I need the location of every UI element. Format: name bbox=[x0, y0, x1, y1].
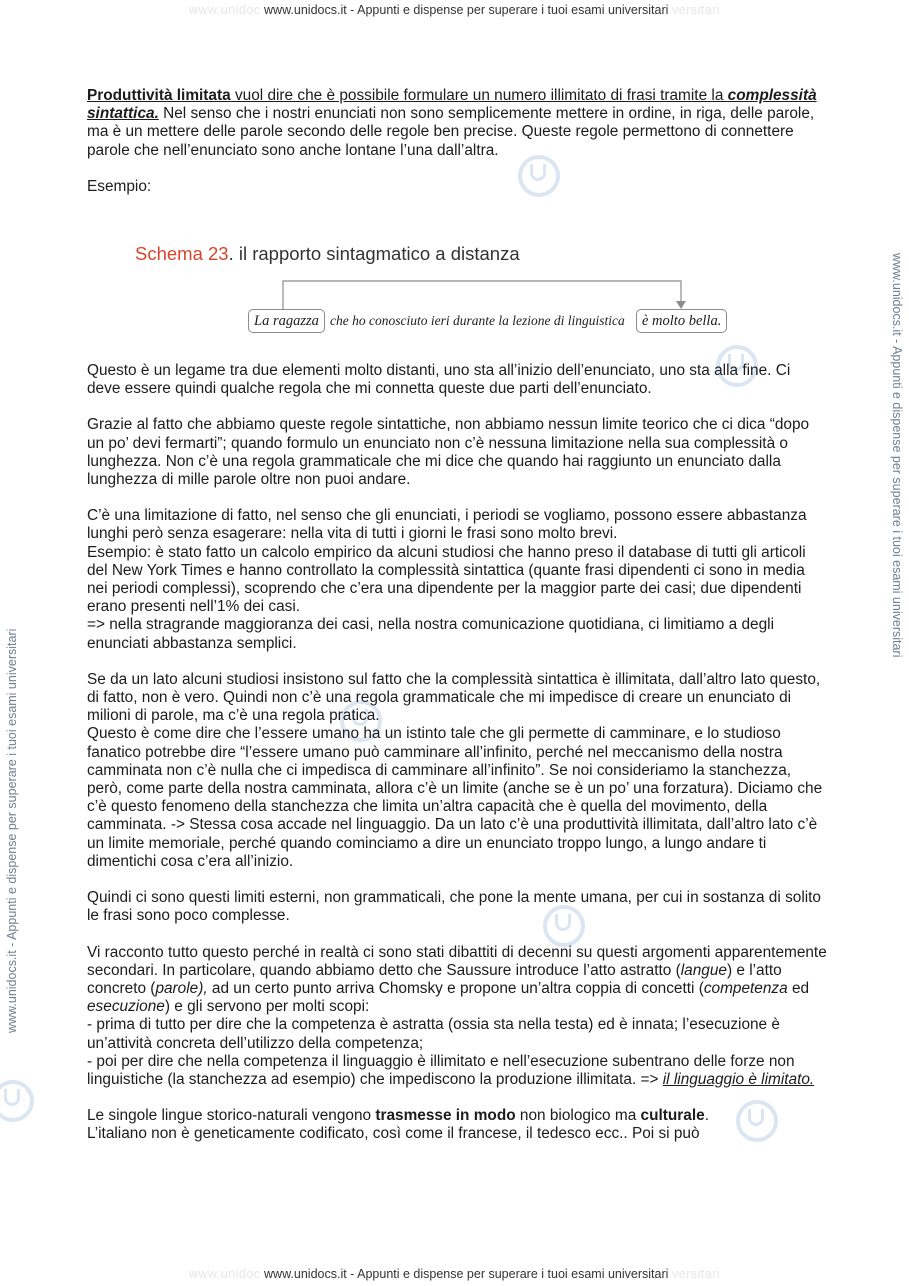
paragraph-produttivita bbox=[87, 87, 827, 160]
para4-line1: C’è una limitazione di fatto, nel senso che gli enunciati, i periodi se vogliamo, possono essere abbastanza lunghi però senza esagerare: nella vita di tutti i giorni le frasi sono molto brevi. bbox=[87, 507, 807, 543]
watermark-logo-icon bbox=[0, 1080, 34, 1122]
schema-figure bbox=[133, 243, 753, 338]
para8-text-c: non biologico ma bbox=[515, 1107, 641, 1125]
term-esecuzione: esecuzione bbox=[87, 998, 165, 1016]
paragraph-chomsky bbox=[87, 944, 827, 1090]
para7-text-a: Vi racconto tutto questo perché in realtà ci sono stati dibattiti di decenni su questi argomenti apparentemente secondari. In particolare, quando abbiamo detto che Saussure introduce l’atto astratto ( bbox=[87, 943, 827, 979]
schema-title-number: Schema 23 bbox=[135, 243, 229, 264]
header-watermark bbox=[0, 3, 909, 17]
bullet-linguaggio: - poi per dire che nella competenza il linguaggio è illimitato e nell’esecuzione subentrano delle forze non linguistiche (la stanchezza ad esempio) che impediscono la produzione illimitata. => bbox=[87, 1052, 795, 1088]
conclusion-linguaggio-limitato: il linguaggio è limitato. bbox=[662, 1070, 815, 1088]
paragraph-limitazione bbox=[87, 507, 827, 653]
term-complessita-sintattica: complessità sintattica. bbox=[87, 87, 817, 123]
right-side-watermark: www.unidocs.it - Appunti e dispense per superare i tuoi esami universitari bbox=[890, 253, 904, 658]
para7-text-b: ) e l’atto concreto ( bbox=[87, 961, 782, 997]
para4-line2: Esempio: è stato fatto un calcolo empirico da alcuni studiosi che hanno preso il database di tutti gli articoli del New York Times e hanno controllato la complessità sintattica (quante frasi dipendenti ci sono in media nei periodi complessi), scoprendo che c’era una dipendente per la maggior parte dei casi; due dipendenti erano presenti nell’1% dei casi. bbox=[87, 543, 806, 616]
paragraph-complessita bbox=[87, 671, 827, 871]
para7-text-d: ed bbox=[787, 979, 810, 997]
para4-line3: => nella stragrande maggioranza dei casi, nella nostra comunicazione quotidiana, ci limitiamo a degli enunciati abbastanza semplici. bbox=[87, 616, 774, 652]
footer-ghost-left: www.unidoc bbox=[188, 1267, 261, 1281]
arrow-head-icon bbox=[676, 301, 686, 309]
para8-text-d: . bbox=[704, 1107, 709, 1125]
para8-text-e: L’italiano non è geneticamente codificato, così come il francese, il tedesco ecc.. Poi si può bbox=[87, 1125, 700, 1143]
para5-line2: Questo è come dire che l’essere umano ha un istinto tale che gli permette di camminare, e lo studioso fanatico potrebbe dire “l’essere umano può camminare all’infinito, perché nel meccanismo della nostra camminata non c’è nulla che ci impedisca di camminare all’infinito”. Se noi consideriamo la stanchezza, però, come parte della nostra camminata, allora c’è un limite (anche se è un po’ una forzatura). Diciamo che c’è questo fenomeno della stanchezza che limita un’altra capacità che è quella del movimento, della camminata. -> Stessa cosa accade nel linguaggio. Da un lato c’è una produttività illimitata, dall’altro lato c’è un limite memoriale, perché quando cominciamo a dire un enunciato troppo lungo, a lungo andare ti dimentichi cosa c’era all’inizio. bbox=[87, 725, 823, 870]
schema-middle-clause: che ho conosciuto ieri durante la lezione di linguistica bbox=[330, 313, 625, 328]
para1-text-underlined: vuol dire che è possibile formulare un numero illimitato di frasi tramite la bbox=[230, 87, 728, 104]
term-culturale: culturale bbox=[640, 1107, 705, 1125]
example-label: Esempio: bbox=[87, 177, 152, 195]
para7-text-e: ) e gli servono per molti scopi: bbox=[164, 998, 370, 1016]
schema-box-subject: La ragazza bbox=[248, 309, 325, 333]
header-ghost-right: versitari bbox=[671, 3, 721, 17]
schema-box-predicate: è molto bella. bbox=[636, 309, 727, 333]
para7-text-c: ad un certo punto arriva Chomsky e propone un’altra coppia di concetti ( bbox=[207, 979, 704, 997]
para8-text-a: Le singole lingue storico-naturali vengono bbox=[87, 1107, 376, 1125]
paragraph-limiti-esterni: Quindi ci sono questi limiti esterni, non grammaticali, che pone la mente umana, per cui in sostanza di solito le frasi sono poco complesse. bbox=[87, 889, 821, 925]
term-competenza: competenza bbox=[703, 979, 788, 997]
bullet-competenza: - prima di tutto per dire che la competenza è astratta (ossia sta nella testa) ed è innata; l’esecuzione è un’attività concreta dell’utilizzo della competenza; bbox=[87, 1016, 780, 1052]
footer-watermark-text: www.unidocs.it - Appunti e dispense per superare i tuoi esami universitari bbox=[264, 1267, 669, 1281]
footer-watermark bbox=[0, 1267, 909, 1281]
term-trasmesse: trasmesse in modo bbox=[375, 1107, 516, 1125]
para1-text: Nel senso che i nostri enunciati non sono semplicemente mettere in ordine, in riga, delle parole, ma è un mettere delle parole secondo delle regole ben precise. Queste regole permettono di connettere parole che nell’enunciato sono anche lontane l’una dall’altra. bbox=[87, 105, 815, 159]
term-langue: langue bbox=[680, 961, 727, 979]
paragraph-trasmissione bbox=[87, 1107, 827, 1143]
term-parole: parole), bbox=[155, 979, 208, 997]
para5-line1: Se da un lato alcuni studiosi insistono sul fatto che la complessità sintattica è illimitata, dall’altro lato questo, di fatto, non è vero. Quindi non c’è una regola grammaticale che mi impedisce di creare un enunciato di milioni di parole, ma c’è una regola pratica. bbox=[87, 670, 821, 725]
header-ghost-left: www.unidoc bbox=[188, 3, 261, 17]
left-side-watermark: www.unidocs.it - Appunti e dispense per superare i tuoi esami universitari bbox=[5, 628, 19, 1033]
header-watermark-text: www.unidocs.it - Appunti e dispense per superare i tuoi esami universitari bbox=[264, 3, 669, 17]
footer-ghost-right: versitari bbox=[671, 1267, 721, 1281]
paragraph-legame: Questo è un legame tra due elementi molto distanti, uno sta all’inizio dell’enunciato, uno sta alla fine. Ci deve essere quindi qualche regola che mi connetta queste due parti dell’enunciato. bbox=[87, 362, 791, 398]
schema-title-text: . il rapporto sintagmatico a distanza bbox=[228, 243, 520, 264]
paragraph-regole: Grazie al fatto che abbiamo queste regole sintattiche, non abbiamo nessun limite teorico che ci dica “dopo un po’ devi fermarti”; quando formulo un enunciato non c’è nessuna limitazione nella sua complessità o lunghezza. Non c’è una regola grammaticale che mi dice che quando hai raggiunto un enunciato dalla lunghezza di mille parole oltre non puoi andare. bbox=[87, 416, 810, 489]
term-produttivita-limitata: Produttività limitata bbox=[87, 87, 231, 104]
